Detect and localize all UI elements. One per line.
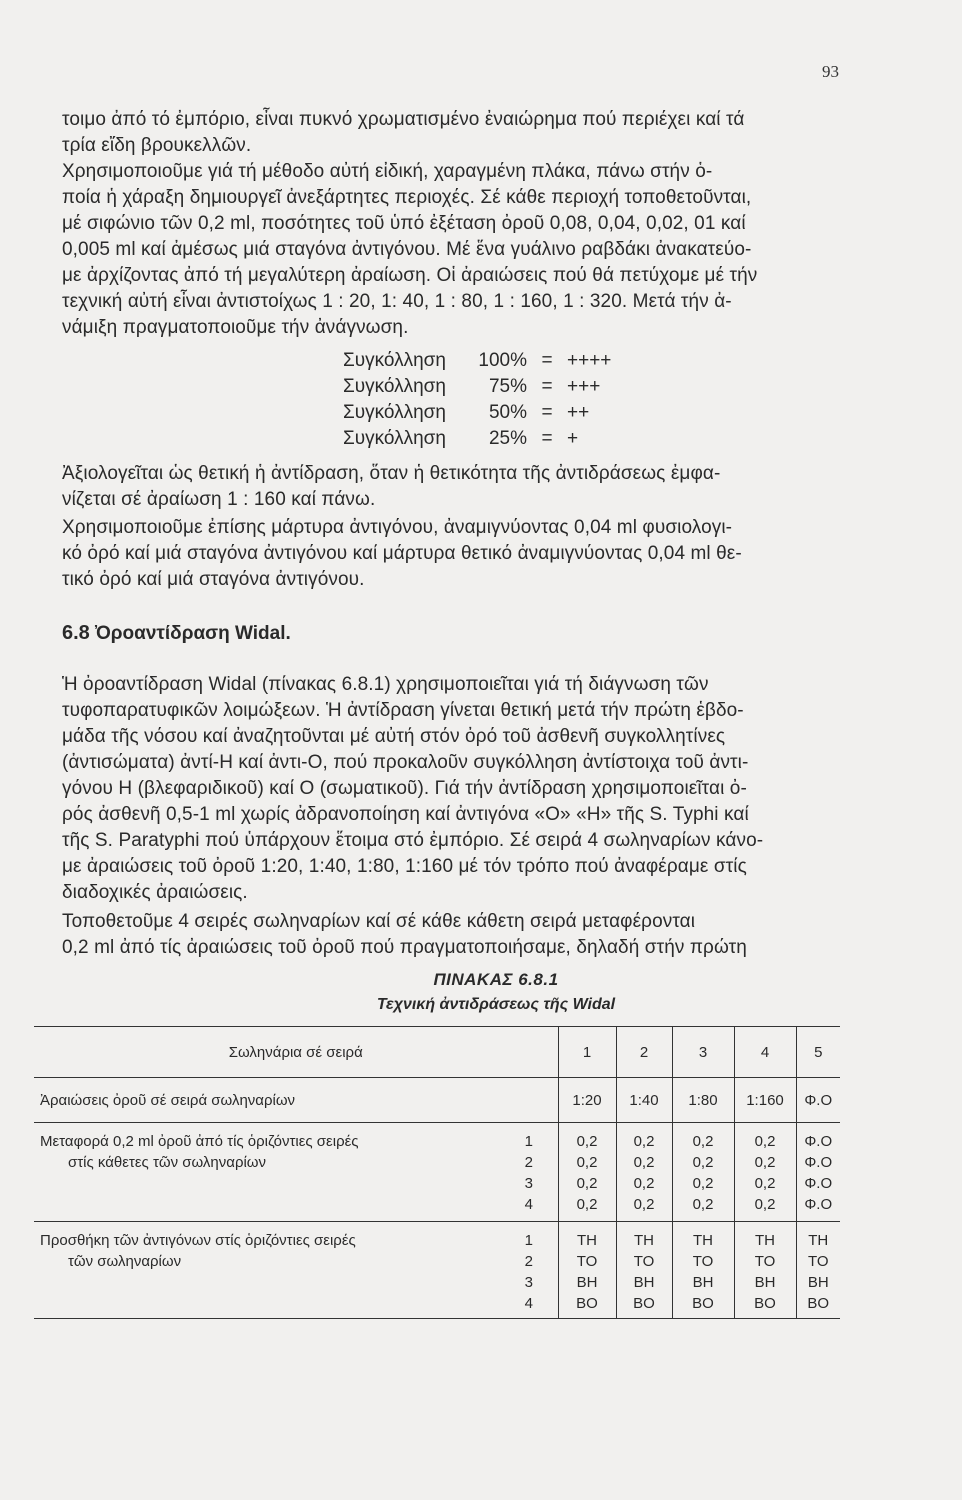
text-line: τυφοπαρατυφικῶν λοιμώξεων. Ἡ ἀντίδραση γίνεται θετική μετά τήν πρώτη ἑβδο- bbox=[62, 700, 744, 721]
section-number: 6.8 bbox=[62, 622, 90, 644]
table-cell: ΤΟ bbox=[807, 1253, 829, 1270]
table-cell: 0,2 bbox=[672, 1123, 734, 1153]
table-subtitle: Τεχνική ἀντιδράσεως τῆς Widal bbox=[376, 996, 616, 1013]
table-cell: 0,2 bbox=[672, 1194, 734, 1222]
table-cell: 1:20 bbox=[558, 1078, 616, 1123]
agglutination-percent: 75% bbox=[488, 376, 527, 397]
text-line: ρός ἀσθενῆ 0,5-1 ml χωρίς ἀδρανοποίηση καί ἀντιγόνα «Ο» «Η» τῆς S. Typhi καί bbox=[62, 804, 749, 825]
table-cell: Φ.Ο bbox=[804, 1175, 833, 1192]
table-row bbox=[34, 1123, 840, 1153]
agglutination-percent: 25% bbox=[488, 428, 527, 449]
table-cell: ΤΟ bbox=[558, 1251, 616, 1272]
table-header-row bbox=[34, 1027, 840, 1078]
text-line: νάμιξη πραγματοποιοῦμε τήν ἀνάγνωση. bbox=[62, 317, 409, 338]
table-title: ΠΙΝΑΚΑΣ 6.8.1 bbox=[433, 970, 559, 989]
table-cell: Φ.Ο bbox=[804, 1133, 833, 1150]
table-cell: ΒΗ bbox=[616, 1272, 672, 1293]
paragraph-antigen-description bbox=[62, 107, 852, 159]
table-cell: ΤΗ bbox=[734, 1222, 796, 1252]
dilution-row bbox=[34, 1078, 840, 1123]
paragraph-widal-description bbox=[62, 672, 852, 906]
table-cell: ΤΗ bbox=[672, 1222, 734, 1252]
table-cell: 1:40 bbox=[616, 1078, 672, 1123]
text-line: με ἀρχίζοντας ἀπό τή μεγαλύτερη ἀραίωση. Οἱ ἀραιώσεις πού θά πετύχομε μέ τήν bbox=[62, 265, 758, 286]
table-cell: ΤΟ bbox=[672, 1251, 734, 1272]
table-cell: ΒΗ bbox=[807, 1274, 829, 1291]
table-row bbox=[34, 1222, 840, 1252]
row-index: 3 bbox=[500, 1272, 558, 1293]
text-line: Ἀξιολογεῖται ὡς θετική ἡ ἀντίδραση, ὅταν ἡ θετικότητα τῆς ἀντιδράσεως ἐμφα- bbox=[62, 463, 721, 484]
agglutination-label: Συγκόλληση bbox=[343, 402, 446, 423]
table-cell: ΒΟ bbox=[558, 1293, 616, 1319]
row-index: 2 bbox=[500, 1251, 558, 1272]
table-cell: 0,2 bbox=[616, 1173, 672, 1194]
text-line: Τοποθετοῦμε 4 σειρές σωληναρίων καί σέ κάθε κάθετη σειρά μεταφέρονται bbox=[62, 911, 696, 932]
widal-table bbox=[34, 1026, 840, 1319]
table-cell: 0,2 bbox=[734, 1152, 796, 1173]
agglutination-label: Συγκόλληση bbox=[343, 350, 446, 371]
text-line: τικό ὀρό καί μιά σταγόνα ἀντιγόνου. bbox=[62, 569, 365, 590]
table-row bbox=[34, 1173, 840, 1194]
row-index: 2 bbox=[500, 1152, 558, 1173]
table-cell: 1:160 bbox=[734, 1078, 796, 1123]
agglutination-percent: 100% bbox=[478, 350, 527, 371]
table-cell: 0,2 bbox=[734, 1123, 796, 1153]
table-cell: ΤΟ bbox=[734, 1251, 796, 1272]
text-line: τεχνική αὐτή εἶναι ἀντιστοίχως 1 : 20, 1: 40, 1 : 80, 1 : 160, 1 : 320. Μετά τήν ἀ- bbox=[62, 291, 732, 312]
text-line: ποία ἡ χάραξη δημιουργεῖ ἀνεξάρτητες περιοχές. Σέ κάθε περιοχή τοποθετοῦνται, bbox=[62, 187, 752, 208]
agglutination-row bbox=[343, 426, 578, 452]
paragraph-procedure bbox=[62, 909, 852, 961]
equals-sign: = bbox=[541, 350, 553, 371]
table-cell: ΤΗ bbox=[558, 1222, 616, 1252]
agglutination-row bbox=[343, 374, 600, 400]
table-cell: ΒΗ bbox=[734, 1272, 796, 1293]
table-cell: ΒΟ bbox=[616, 1293, 672, 1319]
text-line: μέ σιφώνιο τῶν 0,2 ml, ποσότητες τοῦ ὑπό ἐξέταση ὀροῦ 0,08, 0,04, 0,02, 01 καί bbox=[62, 213, 746, 234]
text-line: με ἀραιώσεις τοῦ ὀροῦ 1:20, 1:40, 1:80, 1:160 μέ τόν τρόπο πού ἀναφέραμε στίς bbox=[62, 856, 747, 877]
dilution-label: Ἀραιώσεις ὀροῦ σέ σειρά σωληναρίων bbox=[34, 1078, 558, 1123]
table-row bbox=[34, 1194, 840, 1222]
table-row bbox=[34, 1152, 840, 1173]
table-cell: 1:80 bbox=[672, 1078, 734, 1123]
text-line: μάδα τῆς νόσου καί ἀναζητοῦνται μέ αὐτή στόν ὀρό τοῦ ἀσθενῆ συγκολλητίνες bbox=[62, 726, 726, 747]
section-heading bbox=[62, 622, 291, 645]
table-cell: 0,2 bbox=[616, 1194, 672, 1222]
transfer-label: Μεταφορά 0,2 ml ὀροῦ ἀπό τίς ὁριζόντιες σειρές bbox=[40, 1133, 359, 1150]
text-line: τοιμο ἀπό τό ἐμπόριο, εἶναι πυκνό χρωματισμένο ἐναιώρημα πού περιέχει καί τά bbox=[62, 109, 745, 130]
table-cell: 0,2 bbox=[616, 1152, 672, 1173]
table-cell: ΤΗ bbox=[808, 1232, 829, 1249]
agglutination-result: +++ bbox=[567, 376, 601, 397]
header-label: Σωληνάρια σέ σειρά bbox=[34, 1027, 558, 1078]
table-cell: 0,2 bbox=[558, 1123, 616, 1153]
text-line: κό ὀρό καί μιά σταγόνα ἀντιγόνου καί μάρτυρα θετικό ἀναμιγνύοντας 0,04 ml θε- bbox=[62, 543, 742, 564]
column-header: 4 bbox=[734, 1027, 796, 1078]
agglutination-result: ++++ bbox=[567, 350, 612, 371]
table-row bbox=[34, 1293, 840, 1319]
transfer-label: στίς κάθετες τῶν σωληναρίων bbox=[68, 1154, 267, 1171]
column-header: 2 bbox=[616, 1027, 672, 1078]
paragraph-controls bbox=[62, 515, 852, 593]
row-index: 1 bbox=[500, 1222, 558, 1252]
row-index: 4 bbox=[500, 1194, 558, 1222]
column-header: 3 bbox=[672, 1027, 734, 1078]
paragraph-method bbox=[62, 159, 852, 341]
equals-sign: = bbox=[541, 376, 553, 397]
column-header: 5 bbox=[796, 1027, 840, 1078]
text-line: νίζεται σέ ἀραίωση 1 : 160 καί πάνω. bbox=[62, 489, 376, 510]
table-row bbox=[34, 1272, 840, 1293]
table-cell: Φ.Ο bbox=[804, 1154, 833, 1171]
table-cell: ΒΟ bbox=[796, 1293, 840, 1319]
text-line: γόνου Η (βλεφαριδικοῦ) καί Ο (σωματικοῦ). Γιά τήν ἀντίδραση χρησιμοποιεῖται ὀ- bbox=[62, 778, 747, 799]
text-line: Ἡ ὀροαντίδραση Widal (πίνακας 6.8.1) χρησιμοποιεῖται γιά τή διάγνωση τῶν bbox=[62, 674, 709, 695]
text-line: 0,2 ml ἀπό τίς ἀραιώσεις τοῦ ὀροῦ πού πραγματοποιήσαμε, δηλαδή στήν πρώτη bbox=[62, 937, 747, 958]
agglutination-result: ++ bbox=[567, 402, 590, 423]
text-line: διαδοχικές ἀραιώσεις. bbox=[62, 882, 248, 903]
row-index: 1 bbox=[500, 1123, 558, 1153]
antigen-label: Προσθήκη τῶν ἀντιγόνων στίς ὁριζόντιες σειρές bbox=[40, 1232, 356, 1249]
table-cell: 0,2 bbox=[558, 1152, 616, 1173]
table-cell: ΒΗ bbox=[558, 1272, 616, 1293]
paragraph-evaluation bbox=[62, 461, 852, 513]
row-index: 4 bbox=[500, 1293, 558, 1319]
agglutination-percent: 50% bbox=[488, 402, 527, 423]
table-row bbox=[34, 1251, 840, 1272]
table-cell: 0,2 bbox=[558, 1173, 616, 1194]
agglutination-row bbox=[343, 348, 611, 374]
agglutination-label: Συγκόλληση bbox=[343, 376, 446, 397]
table-cell: Φ.Ο bbox=[796, 1194, 840, 1222]
equals-sign: = bbox=[541, 402, 553, 423]
agglutination-result: + bbox=[567, 428, 579, 449]
table-cell: 0,2 bbox=[558, 1194, 616, 1222]
text-line: Χρησιμοποιοῦμε γιά τή μέθοδο αὐτή εἰδική, χαραγμένη πλάκα, πάνω στήν ὁ- bbox=[62, 161, 713, 182]
text-line: τρία εἴδη βρουκελλῶν. bbox=[62, 135, 252, 156]
table-cell: ΤΟ bbox=[616, 1251, 672, 1272]
equals-sign: = bbox=[541, 428, 553, 449]
table-cell: 0,2 bbox=[734, 1173, 796, 1194]
section-title: Ὀροαντίδραση Widal. bbox=[95, 623, 291, 644]
table-cell: 0,2 bbox=[734, 1194, 796, 1222]
table-cell: 0,2 bbox=[672, 1152, 734, 1173]
text-line: Χρησιμοποιοῦμε ἐπίσης μάρτυρα ἀντιγόνου, ἀναμιγνύοντας 0,04 ml φυσιολογι- bbox=[62, 517, 733, 538]
table-cell: 0,2 bbox=[672, 1173, 734, 1194]
row-index: 3 bbox=[500, 1173, 558, 1194]
table-cell: ΤΗ bbox=[616, 1222, 672, 1252]
agglutination-row bbox=[343, 400, 589, 426]
page-number: 93 bbox=[822, 62, 839, 81]
table-cell: ΒΟ bbox=[734, 1293, 796, 1319]
text-line: (ἀντισώματα) ἀντί-Η καί ἀντι-Ο, πού προκαλοῦν συγκόλληση ἀντίστοιχα τοῦ ἀντι- bbox=[62, 752, 749, 773]
table-cell: ΒΟ bbox=[672, 1293, 734, 1319]
agglutination-label: Συγκόλληση bbox=[343, 428, 446, 449]
text-line: 0,005 ml καί ἀμέσως μιά σταγόνα ἀντιγόνου. Μέ ἕνα γυάλινο ραβδάκι ἀνακατεύο- bbox=[62, 239, 752, 260]
antigen-label: τῶν σωληναρίων bbox=[68, 1253, 182, 1270]
table-cell: 0,2 bbox=[616, 1123, 672, 1153]
table-cell: Φ.Ο bbox=[796, 1078, 840, 1123]
column-header: 1 bbox=[558, 1027, 616, 1078]
table-cell: ΒΗ bbox=[672, 1272, 734, 1293]
text-line: τῆς S. Paratyphi πού ὑπάρχουν ἕτοιμα στό ἐμπόριο. Σέ σειρά 4 σωληναρίων κάνο- bbox=[62, 830, 764, 851]
